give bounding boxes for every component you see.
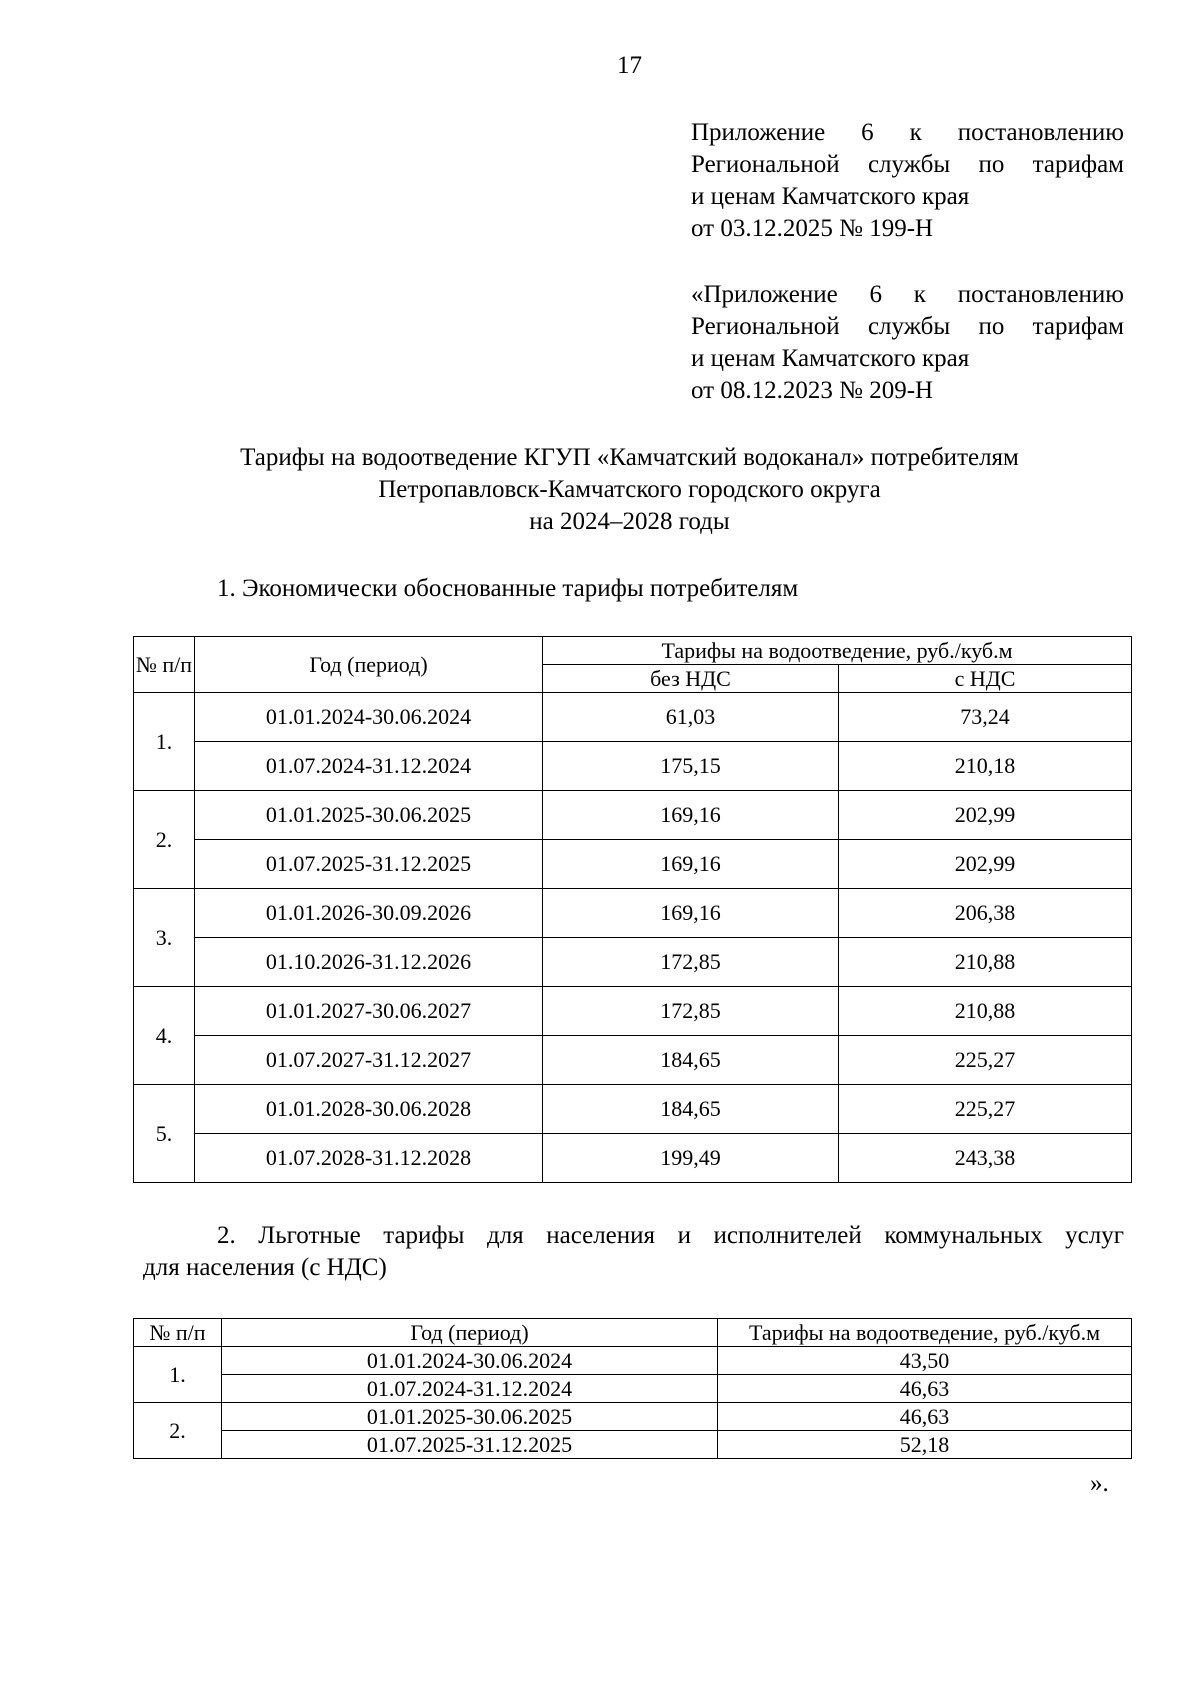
table-row	[134, 693, 1132, 742]
appendix-line: от 03.12.2025 № 199-Н	[691, 215, 934, 242]
table-row	[134, 938, 1132, 987]
row-number: 2.	[134, 1403, 222, 1459]
row-number: 1.	[134, 693, 195, 791]
document-title	[0, 442, 1200, 538]
table-header-row	[134, 1319, 1132, 1347]
row-number: 1.	[134, 1347, 222, 1403]
period-cell: 01.01.2024-30.06.2024	[222, 1347, 718, 1375]
tariff-cell: 52,18	[718, 1431, 1132, 1459]
header-tariffs: Тарифы на водоотведение, руб./куб.м	[543, 637, 1132, 665]
period-cell: 01.07.2025-31.12.2025	[195, 840, 543, 889]
tariff-without-vat-cell: 172,85	[543, 938, 839, 987]
period-cell: 01.07.2024-31.12.2024	[222, 1375, 718, 1403]
title-line: Петропавловск-Камчатского городского округа	[378, 476, 881, 503]
period-cell: 01.01.2028-30.06.2028	[195, 1085, 543, 1134]
section2-heading-line: 2. Льготные тарифы для населения и исполнителей коммунальных услуг	[217, 1222, 1124, 1249]
tariff-with-vat-cell: 210,18	[839, 742, 1132, 791]
tariff-with-vat-cell: 73,24	[839, 693, 1132, 742]
tariff-with-vat-cell: 202,99	[839, 791, 1132, 840]
tariff-without-vat-cell: 169,16	[543, 889, 839, 938]
table-row	[134, 840, 1132, 889]
appendix-line: и ценам Камчатского края	[691, 183, 970, 210]
tariff-with-vat-cell: 202,99	[839, 840, 1132, 889]
period-cell: 01.07.2025-31.12.2025	[222, 1431, 718, 1459]
period-cell: 01.07.2024-31.12.2024	[195, 742, 543, 791]
table-row	[134, 1085, 1132, 1134]
header-period: Год (период)	[195, 637, 543, 693]
header-with-vat: с НДС	[839, 665, 1132, 693]
table-row	[134, 1431, 1132, 1459]
page-number: 17	[617, 52, 642, 79]
section1-heading: 1. Экономически обоснованные тарифы потребителям	[217, 575, 799, 602]
appendix-header-current	[691, 117, 1124, 245]
tariff-with-vat-cell: 225,27	[839, 1085, 1132, 1134]
table-row	[134, 889, 1132, 938]
period-cell: 01.01.2025-30.06.2025	[195, 791, 543, 840]
row-number: 2.	[134, 791, 195, 889]
closing-quote: ».	[1090, 1470, 1109, 1497]
header-number: № п/п	[134, 1319, 222, 1347]
table-row	[134, 1036, 1132, 1085]
period-cell: 01.01.2024-30.06.2024	[195, 693, 543, 742]
economic-tariffs-table	[133, 636, 1132, 1183]
tariff-without-vat-cell: 169,16	[543, 791, 839, 840]
appendix-line: Приложение 6 к постановлению	[691, 119, 1124, 146]
tariff-without-vat-cell: 184,65	[543, 1036, 839, 1085]
table-row	[134, 1347, 1132, 1375]
tariff-without-vat-cell: 175,15	[543, 742, 839, 791]
appendix-line: «Приложение 6 к постановлению	[691, 281, 1124, 308]
tariff-cell: 43,50	[718, 1347, 1132, 1375]
header-number: № п/п	[134, 637, 195, 693]
table-row	[134, 1403, 1132, 1431]
title-line: Тарифы на водоотведение КГУП «Камчатский водоканал» потребителям	[240, 444, 1019, 471]
appendix-line: от 08.12.2023 № 209-Н	[691, 377, 934, 404]
appendix-line: и ценам Камчатского края	[691, 345, 970, 372]
table-row	[134, 1375, 1132, 1403]
header-without-vat: без НДС	[543, 665, 839, 693]
tariff-with-vat-cell: 206,38	[839, 889, 1132, 938]
period-cell: 01.01.2026-30.09.2026	[195, 889, 543, 938]
tariff-with-vat-cell: 210,88	[839, 938, 1132, 987]
table-row	[134, 987, 1132, 1036]
tariff-cell: 46,63	[718, 1375, 1132, 1403]
table-row	[134, 742, 1132, 791]
section2-heading	[143, 1220, 1124, 1284]
section2-heading-line: для населения (с НДС)	[143, 1254, 387, 1281]
period-cell: 01.07.2028-31.12.2028	[195, 1134, 543, 1183]
appendix-line: Региональной службы по тарифам	[691, 151, 1124, 178]
row-number: 3.	[134, 889, 195, 987]
table-header-row	[134, 637, 1132, 665]
preferential-tariffs-table	[133, 1318, 1132, 1459]
row-number: 5.	[134, 1085, 195, 1183]
header-tariff: Тарифы на водоотведение, руб./куб.м	[718, 1319, 1132, 1347]
table-row	[134, 1134, 1132, 1183]
period-cell: 01.10.2026-31.12.2026	[195, 938, 543, 987]
period-cell: 01.01.2027-30.06.2027	[195, 987, 543, 1036]
table-row	[134, 791, 1132, 840]
tariff-with-vat-cell: 243,38	[839, 1134, 1132, 1183]
tariff-without-vat-cell: 169,16	[543, 840, 839, 889]
tariff-without-vat-cell: 61,03	[543, 693, 839, 742]
header-period: Год (период)	[222, 1319, 718, 1347]
period-cell: 01.07.2027-31.12.2027	[195, 1036, 543, 1085]
row-number: 4.	[134, 987, 195, 1085]
tariff-with-vat-cell: 225,27	[839, 1036, 1132, 1085]
appendix-line: Региональной службы по тарифам	[691, 313, 1124, 340]
tariff-without-vat-cell: 172,85	[543, 987, 839, 1036]
period-cell: 01.01.2025-30.06.2025	[222, 1403, 718, 1431]
title-line: на 2024–2028 годы	[529, 508, 730, 535]
tariff-cell: 46,63	[718, 1403, 1132, 1431]
appendix-header-original	[691, 279, 1124, 407]
tariff-without-vat-cell: 184,65	[543, 1085, 839, 1134]
tariff-without-vat-cell: 199,49	[543, 1134, 839, 1183]
tariff-with-vat-cell: 210,88	[839, 987, 1132, 1036]
